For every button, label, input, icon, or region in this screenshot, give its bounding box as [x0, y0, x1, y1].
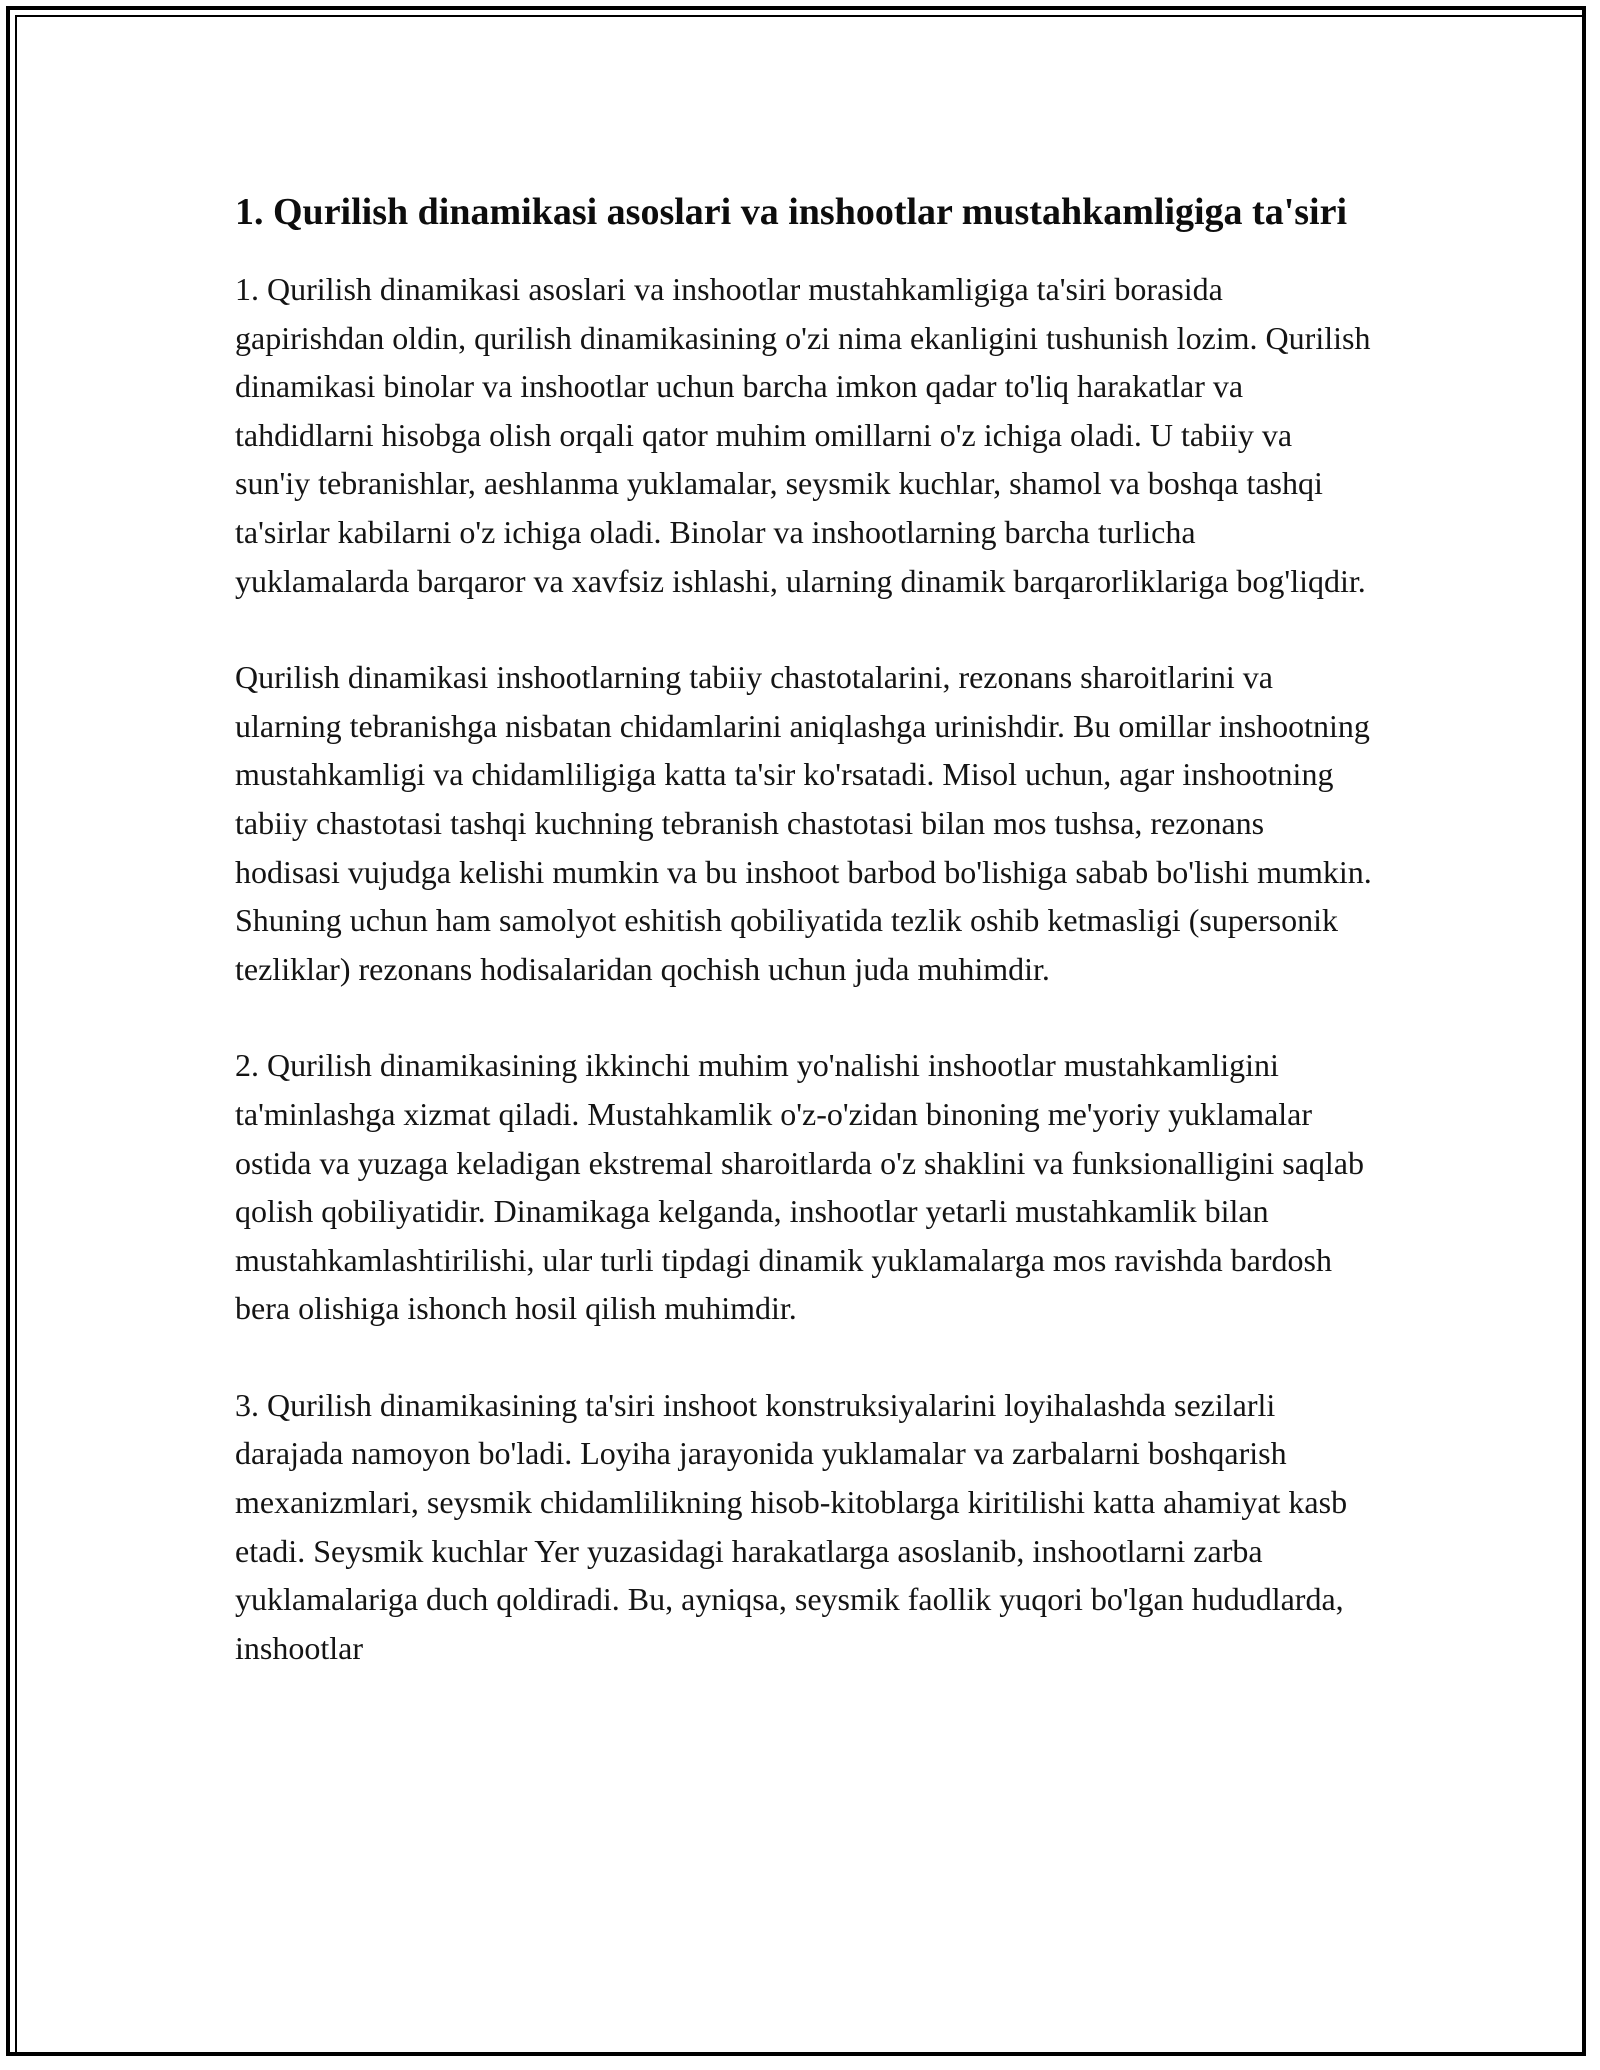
- paragraph-4: 3. Qurilish dinamikasining ta'siri inshoot konstruksiyalarini loyihalashda sezilarli darajada namoyon bo'ladi. Loyiha jarayonida yuklamalar va zarbalarni boshqarish mexanizmlari, seysmik chidamlilikning hisob-kitoblarga kiritilishi katta ahamiyat kasb etadi. Seysmik kuchlar Yer yuzasidagi harakatlarga asoslanib, inshootlarni zarba yuklamalariga duch qoldiradi. Bu, ayniqsa, seysmik faollik yuqori bo'lgan hududlarda, inshootlar: [235, 1386, 1348, 1666]
- page-title: 1. Qurilish dinamikasi asoslari va inshootlar mustahkamligiga ta'siri: [235, 191, 1348, 233]
- paragraph-3: 2. Qurilish dinamikasining ikkinchi muhim yo'nalishi inshootlar mustahkamligini ta'minlashga xizmat qiladi. Mustahkamlik o'z-o'zidan binoning me'yoriy yuklamalar ostida va yuzaga keladigan ekstremal sharoitlarda o'z shaklini va funksionalligini saqlab qolish qobiliyatidir. Dinamikaga kelganda, inshootlar yetarli mustahkamlik bilan mustahkamlashtirilishi, ular turli tipdagi dinamik yuklamalarga mos ravishda bardosh bera olishiga ishonch hosil qilish muhimdir.: [235, 1047, 1364, 1327]
- document-body: [235, 185, 1375, 1720]
- paragraph-2: Qurilish dinamikasi inshootlarning tabiiy chastotalarini, rezonans sharoitlarini va ularning tebranishga nisbatan chidamlarini aniqlashga urinishdir. Bu omillar inshootning mustahkamligi va chidamliligiga katta ta'sir ko'rsatadi. Misol uchun, agar inshootning tabiiy chastotasi tashqi kuchning tebranish chastotasi bilan mos tushsa, rezonans hodisasi vujudga kelishi mumkin va bu inshoot barbod bo'lishiga sabab bo'lishi mumkin. Shuning uchun ham samolyot eshitish qobiliyatida tezlik oshib ketmasligi (supersonik tezliklar) rezonans hodisalaridan qochish uchun juda muhimdir.: [235, 659, 1372, 987]
- paragraph-1: 1. Qurilish dinamikasi asoslari va inshootlar mustahkamligiga ta'siri borasida gapirishdan oldin, qurilish dinamikasining o'zi nima ekanligini tushunish lozim. Qurilish dinamikasi binolar va inshootlar uchun barcha imkon qadar to'liq harakatlar va tahdidlarni hisobga olish orqali qator muhim omillarni o'z ichiga oladi. U tabiiy va sun'iy tebranishlar, aeshlanma yuklamalar, seysmik kuchlar, shamol va boshqa tashqi ta'sirlar kabilarni o'z ichiga oladi. Binolar va inshootlarning barcha turlicha yuklamalarda barqaror va xavfsiz ishlashi, ularning dinamik barqarorliklariga bog'liqdir.: [235, 271, 1371, 599]
